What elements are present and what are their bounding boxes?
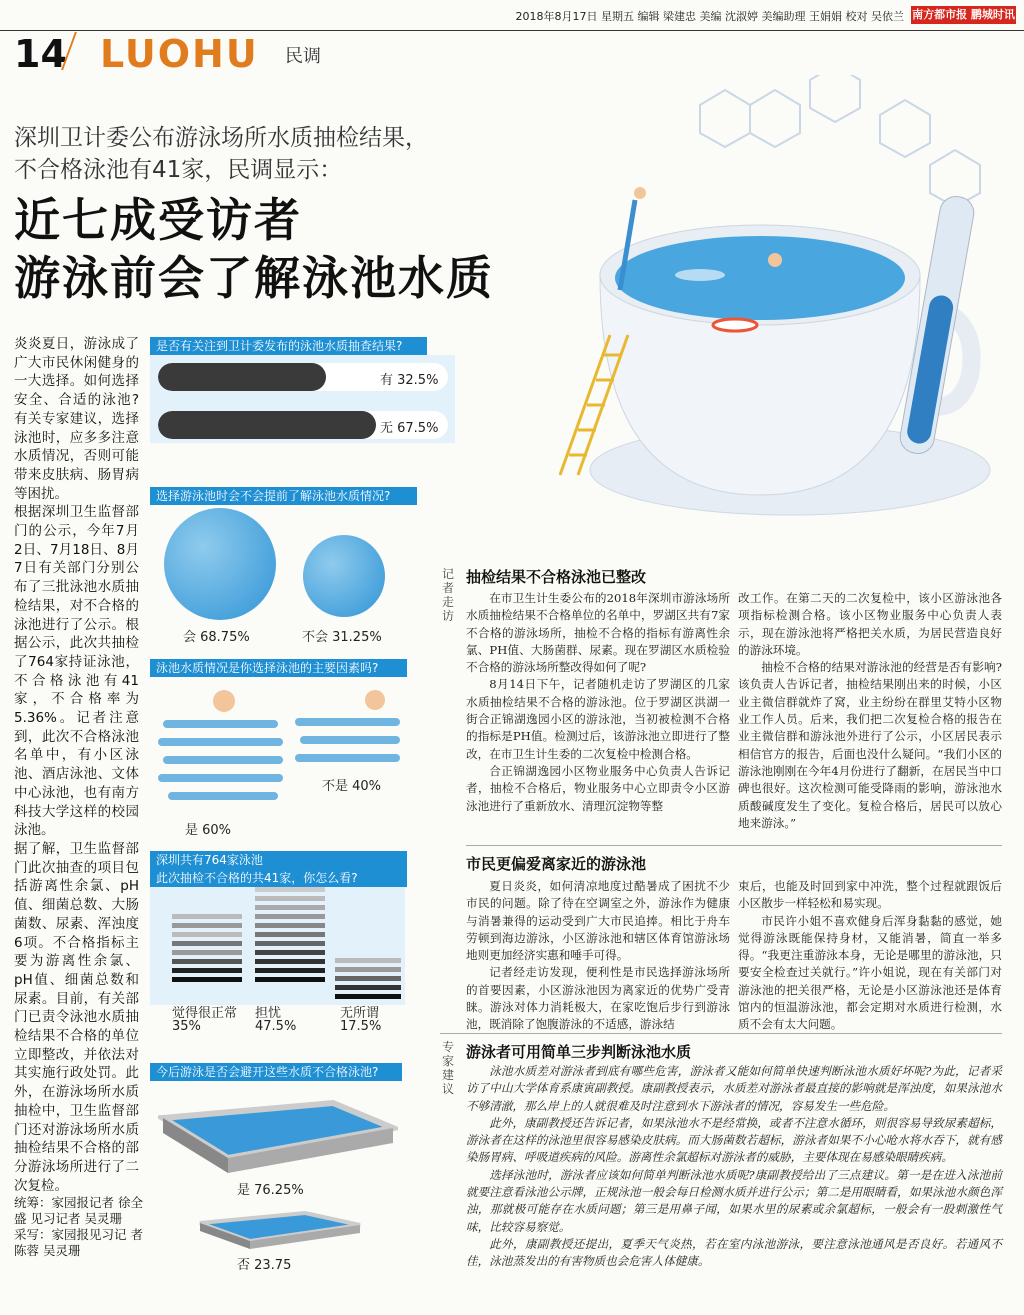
body-paragraph: 改工作。在第二天的二次复检中，该小区游泳池各项指标检测合格。该小区物业服务中心负责人表示，现在游泳池将严格把关水质，为居民营造良好的游泳环境。 [738,591,1002,657]
q4-label-normal: 觉得很正常 [172,1006,238,1021]
body-paragraph: 市民许小姐不喜欢健身后浑身黏黏的感觉，她觉得游泳既能保持身材，又能消暑，简直一举多得。“我更注重游泳本身，无论是哪里的游泳池，只要安全检查过关就行。”许小姐说，现在有关部门对游泳池的把关很严格，无论是小区游泳池还是体育馆内的恒温游泳池，都会定期对水质进行检测，水质不会有太大问题。 [738,913,1002,1032]
masthead-logo: 南方都市报 鹏城时讯 [911,6,1016,24]
body-paragraph: 选择泳池时，游泳者应该如何简单判断泳池水质呢?康副教授给出了三点建议。第一是在进入泳池前就要注意看泳池公示牌，正规泳池一般会每日检测水质并进行公示；第二是用眼睛看，如果泳池水颜色浑浊，那就极可能存在水质问题；第三是用鼻子闻，如果水里的尿素或余氯超标，一般会有一股刺激性气味，比较容易察觉。 [466,1167,1002,1234]
section-2-column-2 [738,878,1002,1034]
swimmer-icon [213,690,235,712]
page-number: 14 [14,32,67,76]
q5-pool-yes [158,1088,398,1178]
section-head-1: 抽检结果不合格泳池已整改 [466,568,647,586]
q4-bar-indifferent [335,958,401,1003]
q4-value-indifferent: 17.5% [340,1019,382,1034]
divider [440,1033,1002,1034]
q3-question: 泳池水质情况是你选择泳池的主要因素吗? [150,659,407,677]
section-head-2: 市民更偏爱离家近的游泳池 [466,855,647,873]
q1-label-no: 无 67.5% [380,421,439,436]
q4-value-worry: 47.5% [255,1019,297,1034]
section-3-body [466,1063,1002,1271]
q2-label-yes: 会 68.75% [183,630,250,645]
swimmer-icon [365,690,385,710]
q4-label-worry: 担忧 [255,1006,282,1021]
q1-question: 是否有关注到卫计委发布的泳池水质抽查结果? [150,337,427,355]
body-paragraph: 束后，也能及时回到家中冲洗，整个过程就跟饭后小区散步一样轻松和易实现。 [738,879,1002,911]
q3-label-no: 不是 40% [322,779,382,794]
intro-paragraph: 根据深圳卫生监督部门的公示，今年7月2日、7月18日、8月7日有关部门分别公布了三批泳池水质抽检结果，对不合格的泳池进行了公示。根据公示，此次共抽检了764家持证泳池，不合格泳池有41家，不合格率为5.36%。记者注意到，此次不合格泳池名单中，有小区泳池、酒店泳池、文体中心泳池，也有南方科技大学这样的校园泳池。 [14,504,139,839]
body-paragraph: 此外，康副教授还提出，夏季天气炎热，若在室内泳池游泳，要注意泳池通风是否良好。若通风不佳，泳池蒸发出的有害物质也会危害人体健康。 [466,1236,1002,1269]
intro-paragraph: 据了解，卫生监督部门此次抽查的项目包括游离性余氯、pH值、细菌总数、大肠菌数、尿素、浑浊度6项。不合格指标主要为游离性余氯、pH值、细菌总数和尿素。目前，有关部门已责令泳池水质抽检结果不合格的单位立即整改，并依法对其实施行政处罚。此外，在游泳场所水质抽检中，卫生监督部门还对游泳场所水质抽检结果不合格的部分游泳场所进行了二次复检。 [14,840,139,1194]
side-label-expert: 专家建议 [442,1040,455,1096]
q2-circle-yes [164,508,276,620]
body-paragraph: 夏日炎炎，如何清凉地度过酷暑成了困扰不少市民的问题。除了待在空调室之外，游泳作为健康与消暑兼得的运动受到广大市民追捧。相比于舟车劳顿到海边游泳，小区游泳池和辖区体育馆游泳场地则更加经济实惠和唾手可得。 [466,879,730,963]
subsection-label: 民调 [285,46,321,67]
body-paragraph: 8月14日下午，记者随机走访了罗湖区的几家水质抽检结果不合格的游泳池。位于罗湖区洪湖一街合正锦湖逸园小区的游泳池，当初被检测不合格的指标是PH值。检测过后，该游泳池立即进行了整改，在市卫生计生委的二次复检中检测合格。 [466,677,730,761]
credits: 统筹：家园报记者 徐全盛 见习记者 吴灵珊 采写：家园报见习记 者 陈蓉 吴灵珊 [14,1195,143,1258]
q4-label-indifferent: 无所谓 [340,1006,380,1021]
body-paragraph: 合正锦湖逸园小区物业服务中心负责人告诉记者，抽检不合格后，物业服务中心立即责令小区游泳池进行了重新放水、清理沉淀物等整 [466,763,730,813]
q5-label-yes: 是 76.25% [237,1183,304,1198]
q3-label-yes: 是 60% [185,823,232,838]
section-head-3: 游泳者可用简单三步判断泳池水质 [466,1043,692,1061]
q4-bar-worry [255,887,325,986]
headline-line-2: 游泳前会了解泳池水质 [14,251,494,305]
body-paragraph: 此外，康副教授还告诉记者，如果泳池水不是经常换，或者不注意水循环，则很容易导致尿素超标，游泳者在这样的泳池里很容易感染皮肤病。而大肠菌数若超标，游泳者如果不小心呛水将水吞下，就有感染肠胃病、呼吸道疾病的风险。游离性余氯超标对游泳者的威胁，主要体现在易感染眼睛疾病。 [466,1115,1002,1165]
q1-label-yes: 有 32.5% [380,373,439,388]
kicker-line-1: 深圳卫计委公布游泳场所水质抽检结果， [14,125,428,151]
section-2-column-1 [466,878,730,1034]
q4-bar-normal [172,914,242,986]
q3-waves-no [295,690,405,770]
section-1-column-2 [738,590,1002,832]
q5-question: 今后游泳是否会避开这些水质不合格泳池? [150,1063,402,1081]
header-meta: 2018年8月17日 星期五 编辑 梁建忠 美编 沈淑婷 美编助理 王娟娟 校对 吴依兰 [515,10,904,23]
body-paragraph: 抽检不合格的结果对游泳池的经营是否有影响?该负责人告诉记者，抽检结果刚出来的时候，小区业主微信群就炸了窝，业主纷纷在群里艾特小区物业工作人员。后来，我们把二次复检合格的报告在业主微信群和游泳池外进行了公示，小区居民表示相信官方的报告，后面也没什么疑问。“我们小区的游泳池刚刚在今年4月份进行了翻新，在居民当中口碑也很好。这次检测可能受降雨的影响，游泳池水质酸碱度发生了变化。复检合格后，居民可以放心地来游泳。” [738,660,1002,830]
body-paragraph: 记者经走访发现，便利性是市民选择游泳场所的首要因素，小区游泳池因为离家近的优势广受青睐。游泳对体力消耗极大，在家吃饱后步行到游泳池，既消除了饱腹游泳的不适感，游泳结 [466,965,730,1032]
q5-label-no: 否 23.75 [237,1258,292,1273]
q4-question: 深圳共有764家泳池 此次抽检不合格的共41家，你怎么看? [150,851,407,887]
section-1-column-1 [466,590,730,815]
intro-paragraph: 炎炎夏日，游泳成了广大市民休闲健身的一大选择。如何选择安全、合适的泳池?有关专家建议，选择泳池时，应多多注意水质情况，否则可能带来皮肤病、肠胃病等困扰。 [14,336,139,502]
q3-waves-yes [158,690,288,815]
pool-cup-illustration [540,75,1020,545]
headline-line-1: 近七成受访者 [14,193,302,247]
body-paragraph: 泳池水质差对游泳者到底有哪些危害，游泳者又能如何简单快速判断泳池水质好坏呢?为此，记者采访了中山大学体育系康寅副教授。康副教授表示，水质差对游泳者最直接的影响就是浑浊度，如果泳池水不够清澈，那么岸上的人就很难及时注意到水下游泳者的情况，容易发生一些危险。 [466,1064,1002,1113]
body-paragraph: 在市卫生计生委公布的2018年深圳市游泳场所水质抽检结果不合格单位的名单中，罗湖区共有7家不合格的游泳场所，抽检不合格的指标有游离性余氯、PH值、大肠菌群、尿素。现在罗湖区水质检验不合格的游泳场所整改得如何了呢? [466,591,730,675]
q4-value-normal: 35% [172,1019,201,1034]
q2-circle-no [303,535,385,617]
q2-question: 选择游泳池时会不会提前了解泳池水质情况? [150,487,417,505]
divider [466,845,1002,846]
section-title: LUOHU [100,32,259,76]
side-label-reporter: 记者走访 [442,567,455,623]
q5-pool-no [195,1205,365,1250]
intro-column [14,335,139,1195]
q2-label-no: 不会 31.25% [302,630,382,645]
kicker-line-2: 不合格泳池有41家，民调显示： [14,157,343,183]
